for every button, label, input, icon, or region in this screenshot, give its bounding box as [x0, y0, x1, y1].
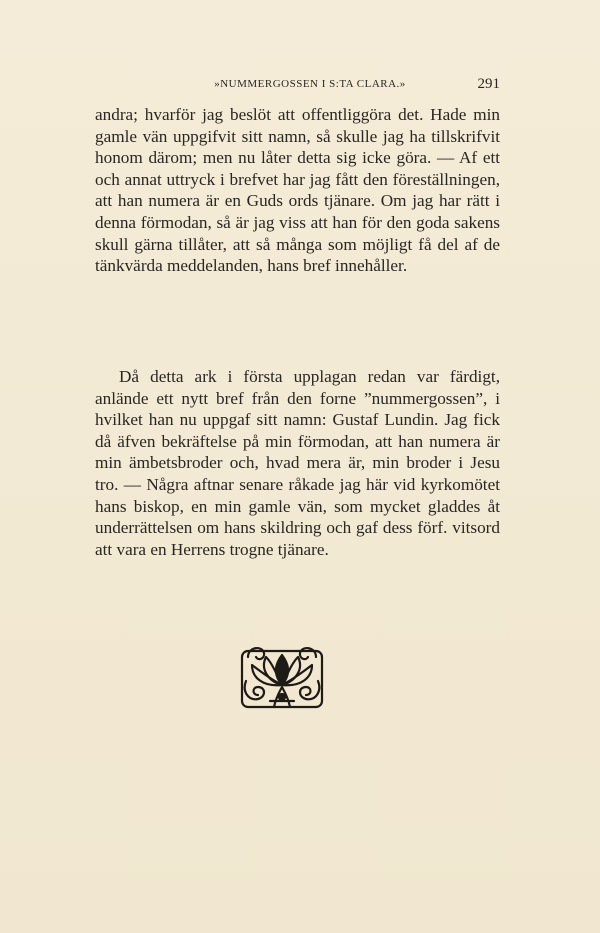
text-block-continuation	[95, 104, 500, 277]
paragraph: Då detta ark i första upplagan redan var färdigt, anlände ett nytt bref från den forne ”nummergossen”, i hvilket han nu uppgaf sitt namn: Gustaf Lundin. Jag fick då äfven bekräftelse på min förmodan, att han numera är min ämbetsbroder och, hvad mera är, min broder i Jesu tro. — Några aftnar senare råkade jag här vid kyrkomötet hans biskop, en min gamle vän, som mycket gladdes åt underrättelsen om hans skildring och gaf dess förf. vitsord att vara en Herrens trogne tjänare.	[95, 367, 500, 559]
paragraph: andra; hvarför jag beslöt att offentliggöra det. Hade min gamle vän uppgifvit sitt namn, så skulle jag ha tillskrifvit honom därom; men nu låter detta sig icke göra. — Af ett och annat uttryck i brefvet har jag fått den föreställningen, att han numera är en Guds ords tjänare. Om jag har rätt i denna förmodan, så är jag viss att han för den goda sakens skull gärna tillåter, att så många som möjligt få del af de tänkvärda meddelanden, hans bref innehåller.	[95, 105, 500, 276]
text-block-postscript	[95, 366, 500, 560]
running-head: »NUMMERGOSSEN I S:TA CLARA.»	[214, 78, 406, 90]
floral-tailpiece-icon	[238, 641, 326, 713]
page-number: 291	[477, 76, 500, 92]
